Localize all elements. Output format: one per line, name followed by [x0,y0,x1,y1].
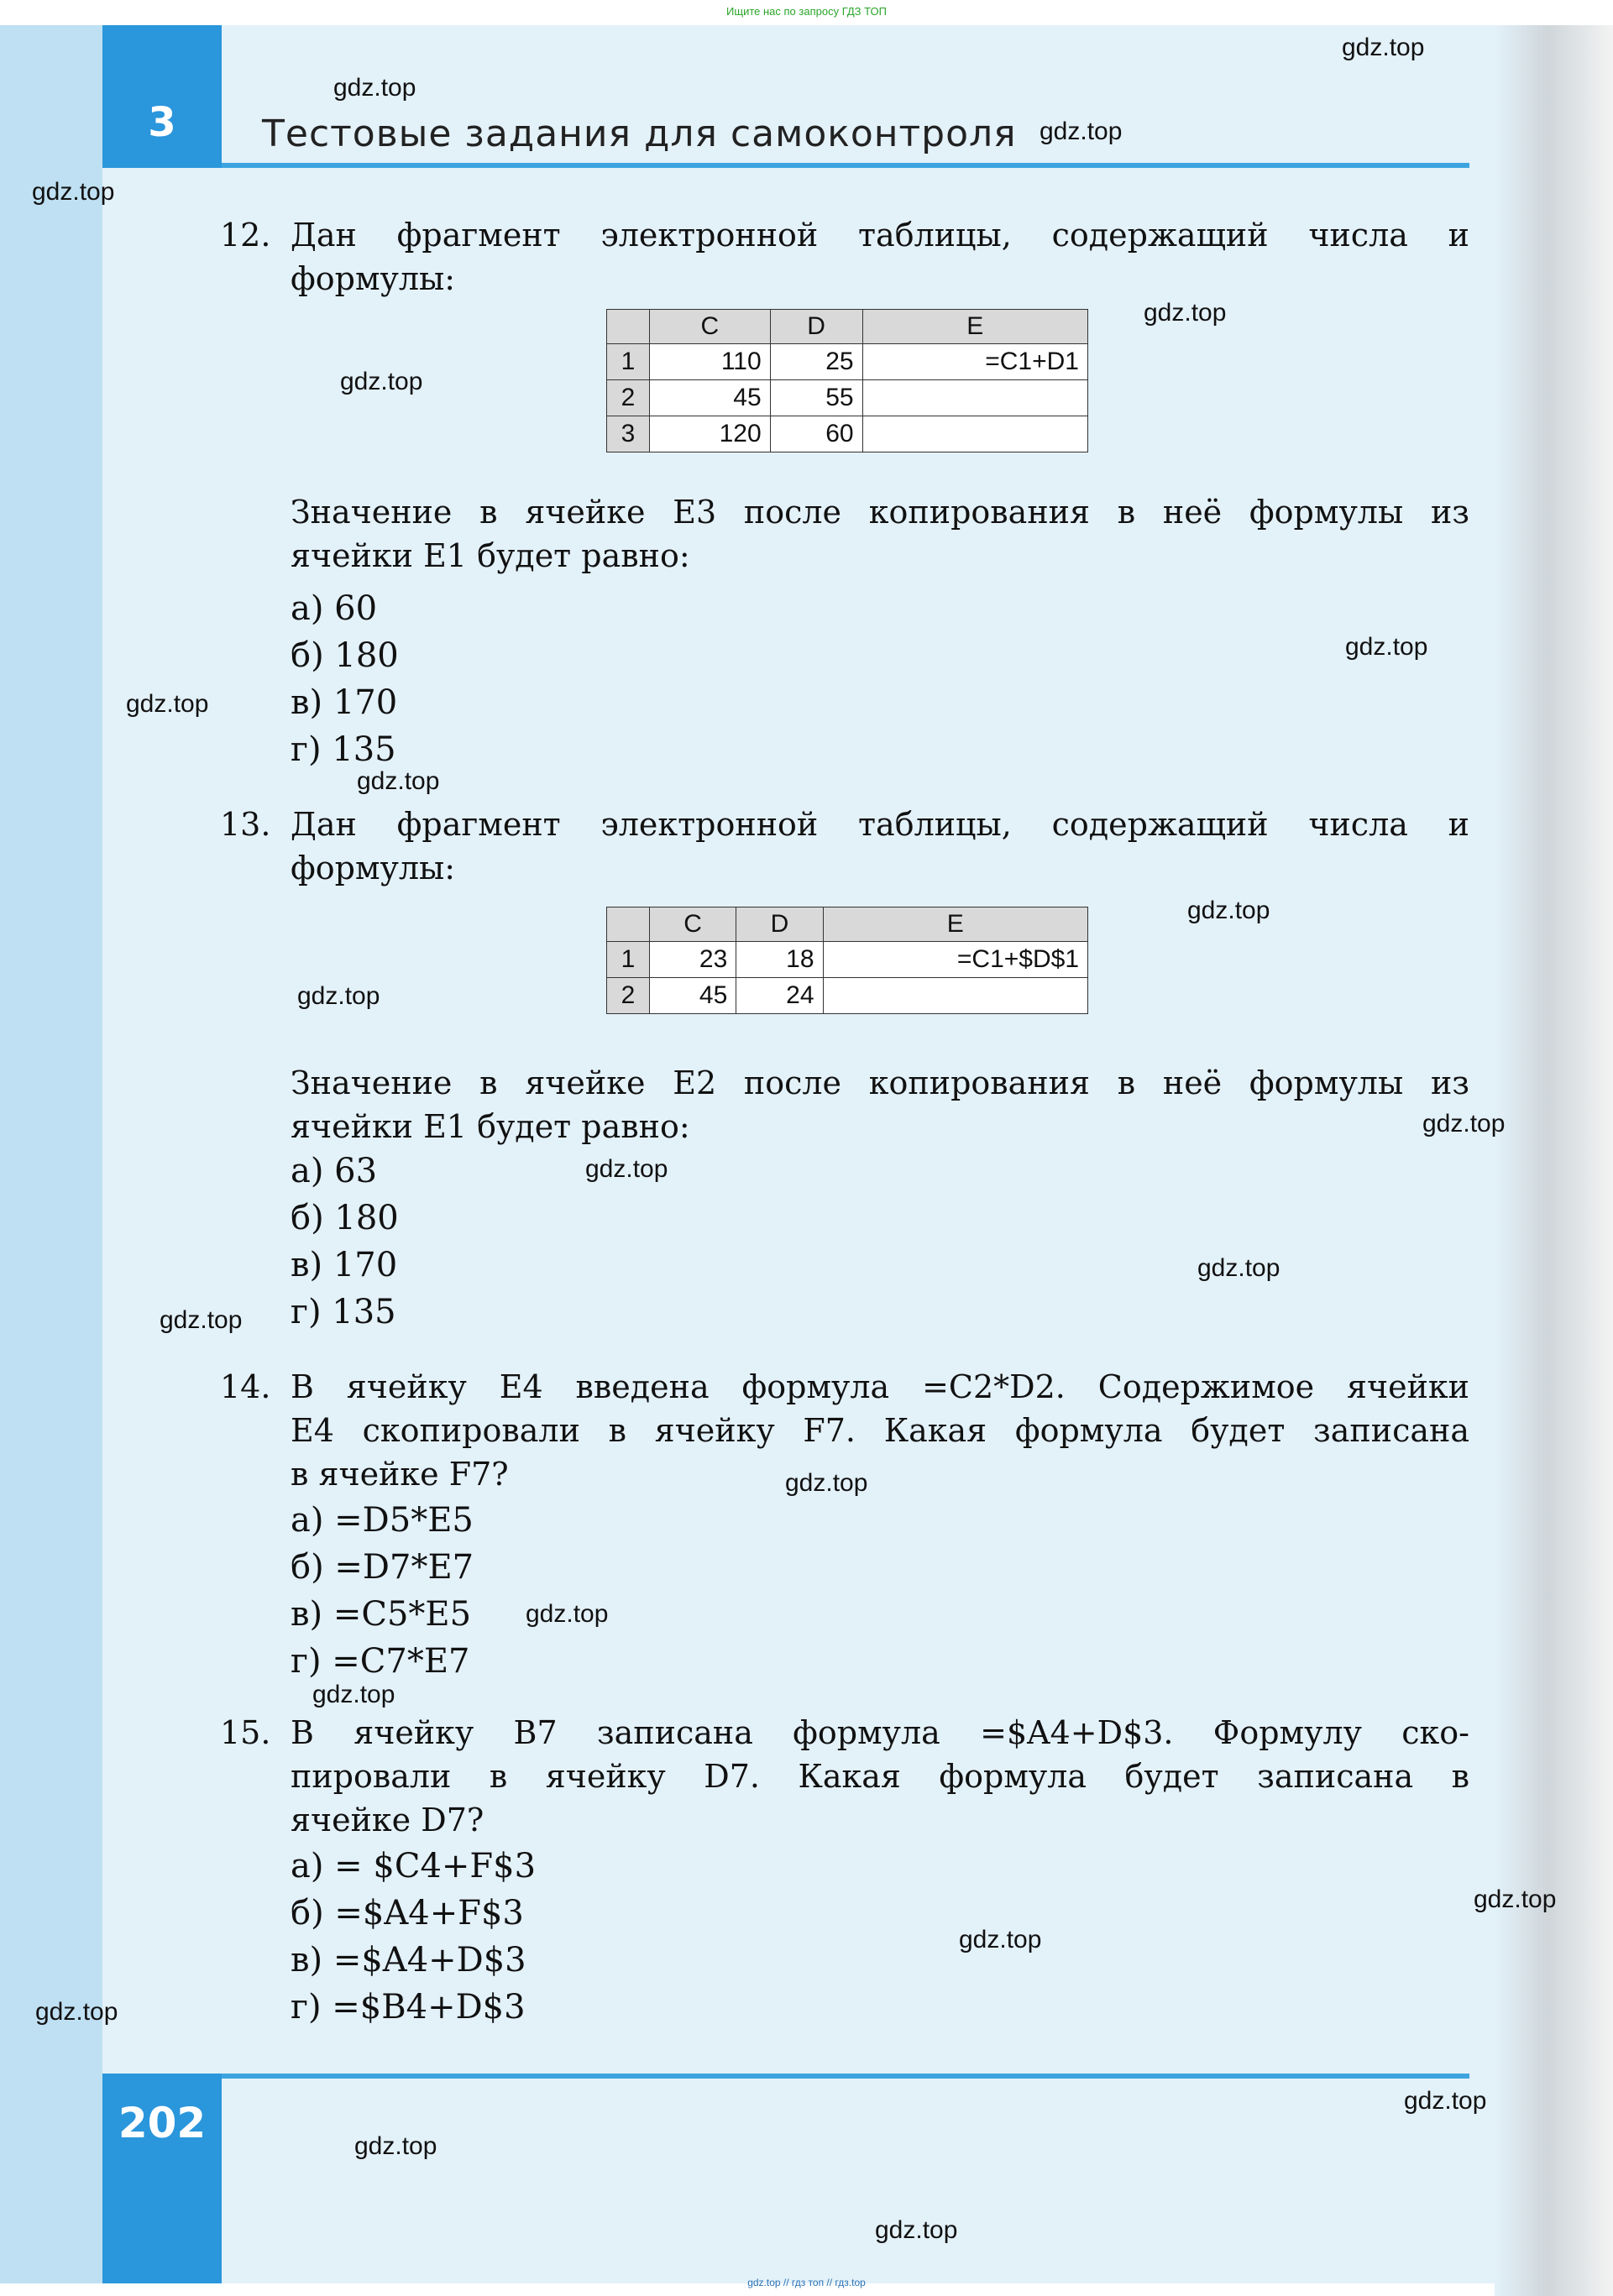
answer-option: а) = $C4+F$3 [291,1847,537,1885]
left-margin-band [0,25,102,2283]
cell: =C1+$D$1 [823,942,1087,978]
cell: =C1+D1 [862,344,1087,380]
watermark: gdz.top [1474,1885,1557,1913]
answer-option: а) =D5*E5 [291,1501,474,1540]
cell: 55 [770,380,862,416]
table-row [607,380,1088,416]
watermark: gdz.top [526,1600,609,1628]
question-text-line: пировали в ячейку D7. Какая формула будет записана в [291,1758,1469,1795]
column-header: C [650,310,771,344]
corner-cell [607,907,650,942]
page-title: Тестовые задания для самоконтроля [262,112,1017,155]
chapter-number: 3 [148,99,176,146]
cell [823,978,1087,1014]
watermark: gdz.top [1197,1254,1280,1282]
page-number: 202 [118,2099,207,2147]
watermark: gdz.top [1404,2087,1487,2115]
watermark: gdz.top [1342,34,1425,61]
watermark: gdz.top [126,690,209,718]
watermark: gdz.top [297,982,380,1010]
row-header: 1 [607,344,650,380]
table-row [607,942,1088,978]
question-number: 15. [220,1714,271,1751]
footer-rule [222,2074,1469,2079]
bottom-note: gdz.top // гдз топ // гдз.top [747,2277,866,2288]
answer-option: г) =$B4+D$3 [291,1988,526,2027]
column-header-row [607,310,1088,344]
question-text-line: Значение в ячейке E3 после копирования в неё формулы из [291,494,1469,531]
answer-option: б) 180 [291,1199,399,1237]
column-header: C [650,907,736,942]
top-note: Ищите нас по запросу ГДЗ ТОП [726,5,887,18]
row-header: 2 [607,978,650,1014]
answer-option: в) =C5*E5 [291,1595,472,1634]
page-edge-shadow [1495,25,1613,2296]
watermark: gdz.top [340,368,423,395]
chapter-marker [102,25,222,168]
watermark: gdz.top [1345,633,1428,661]
table-row [607,344,1088,380]
question-text-line: В ячейку B7 записана формула =$A4+D$3. Формулу ско- [291,1714,1469,1751]
header-rule [222,163,1469,168]
answer-option: б) =D7*E7 [291,1548,474,1587]
table-row [607,978,1088,1014]
cell: 24 [736,978,823,1014]
row-header: 1 [607,942,650,978]
cell: 60 [770,416,862,452]
question-text-line: в ячейке F7? [291,1456,509,1493]
question-text-line: ячейки E1 будет равно: [291,1108,690,1145]
answer-option: а) 63 [291,1152,378,1190]
watermark: gdz.top [333,74,416,102]
watermark: gdz.top [32,178,115,206]
answer-option: в) 170 [291,683,398,722]
watermark: gdz.top [1422,1110,1506,1138]
question-number: 14. [220,1368,271,1405]
question-text-line: E4 скопировали в ячейку F7. Какая формула будет записана [291,1412,1469,1449]
watermark: gdz.top [585,1155,668,1183]
answer-option: в) 170 [291,1246,398,1284]
answer-option: в) =$A4+D$3 [291,1941,526,1980]
spreadsheet-fragment [606,907,1088,1014]
question-text-line: Дан фрагмент электронной таблицы, содержащий числа и [291,806,1469,843]
watermark: gdz.top [1187,897,1270,924]
row-header: 3 [607,416,650,452]
corner-cell [607,310,650,344]
cell: 45 [650,380,771,416]
question-text-line: Значение в ячейке E2 после копирования в неё формулы из [291,1064,1469,1101]
watermark: gdz.top [1144,299,1227,327]
watermark: gdz.top [357,767,440,795]
cell: 45 [650,978,736,1014]
watermark: gdz.top [160,1306,243,1334]
answer-option: б) 180 [291,636,399,675]
watermark: gdz.top [875,2216,958,2244]
cell: 120 [650,416,771,452]
cell: 18 [736,942,823,978]
question-text-line: формулы: [291,260,456,297]
row-header: 2 [607,380,650,416]
question-text-line: формулы: [291,850,456,886]
column-header: E [823,907,1087,942]
table-row [607,416,1088,452]
watermark: gdz.top [312,1681,395,1708]
watermark: gdz.top [354,2132,437,2160]
question-number: 13. [220,806,271,843]
answer-option: г) 135 [291,730,396,769]
question-text-line: В ячейку E4 введена формула =C2*D2. Содержимое ячейки [291,1368,1469,1405]
answer-option: г) 135 [291,1293,396,1331]
column-header: E [862,310,1087,344]
cell: 23 [650,942,736,978]
question-text-line: ячейке D7? [291,1802,484,1838]
watermark: gdz.top [35,1998,118,2026]
spreadsheet-fragment [606,309,1088,452]
question-text-line: ячейки E1 будет равно: [291,537,690,574]
cell [862,380,1087,416]
cell: 25 [770,344,862,380]
watermark: gdz.top [959,1926,1042,1953]
question-number: 12. [220,217,271,254]
answer-option: г) =C7*E7 [291,1642,470,1681]
cell: 110 [650,344,771,380]
cell [862,416,1087,452]
answer-option: б) =$A4+F$3 [291,1894,524,1933]
watermark: gdz.top [785,1469,868,1497]
column-header-row [607,907,1088,942]
watermark: gdz.top [1040,118,1123,145]
column-header: D [736,907,823,942]
question-text-line: Дан фрагмент электронной таблицы, содержащий числа и [291,217,1469,254]
answer-option: а) 60 [291,589,378,628]
column-header: D [770,310,862,344]
